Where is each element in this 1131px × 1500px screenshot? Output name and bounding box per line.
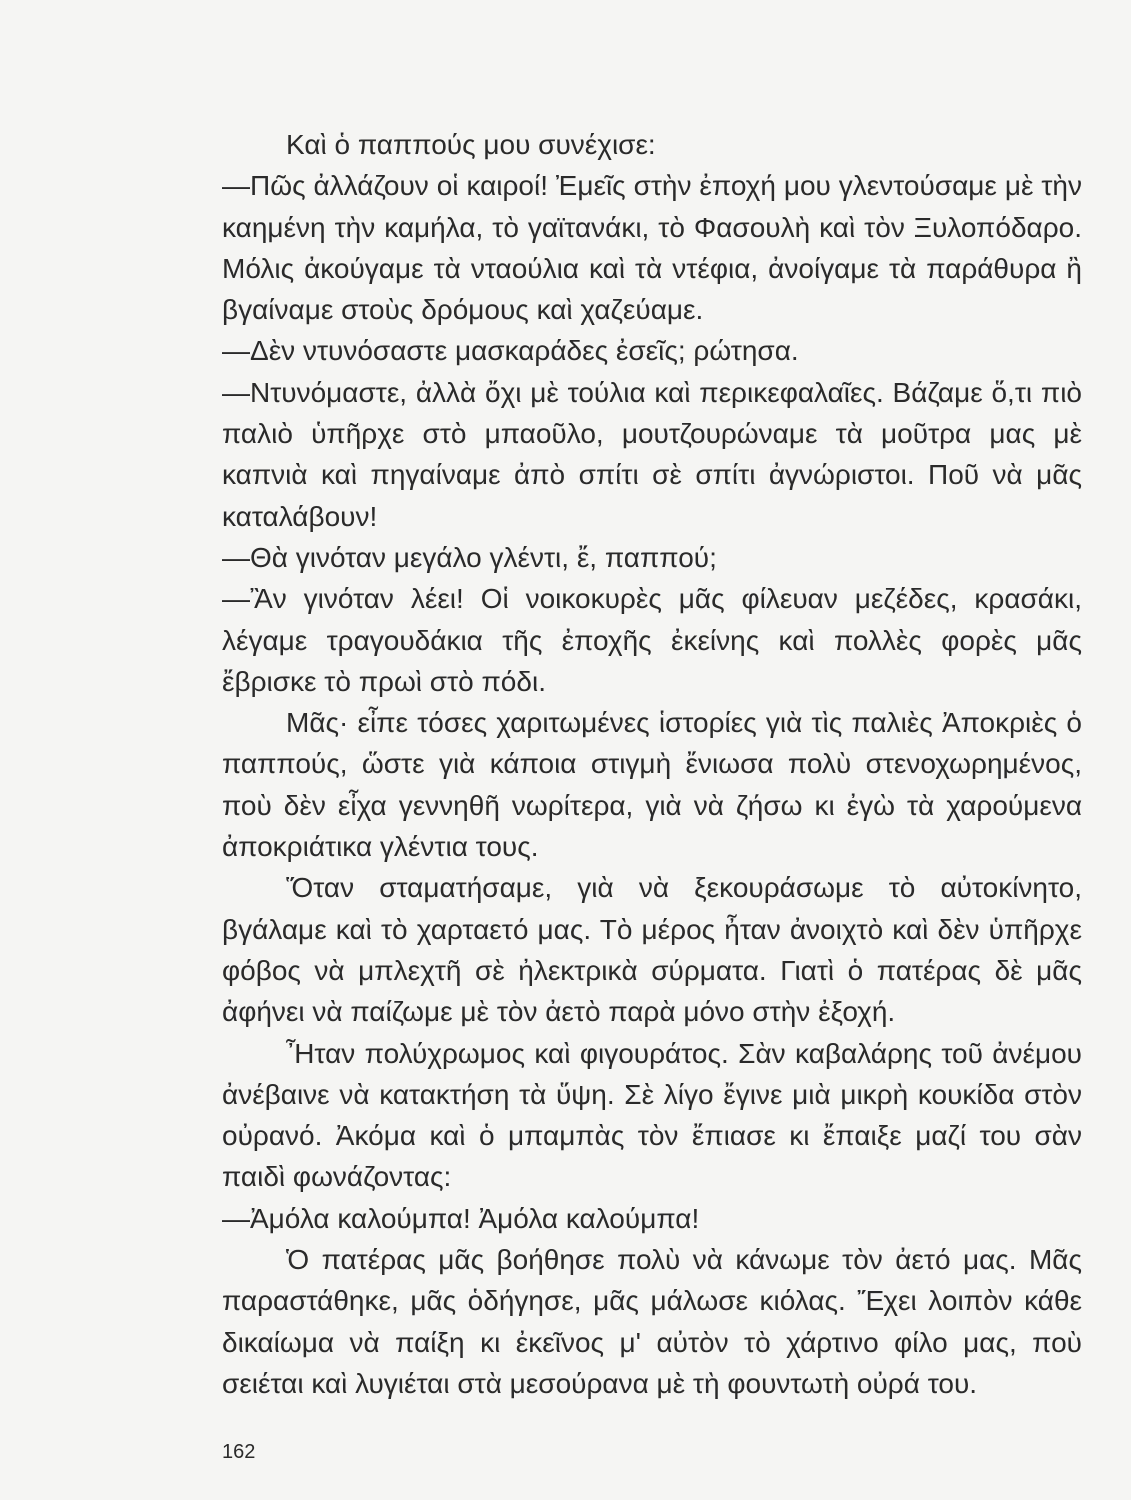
paragraph: —Πῶς ἀλλάζουν οἱ καιροί! Ἐμεῖς στὴν ἐποχή μου γλεντούσαμε μὲ τὴν καημένη τὴν καμήλα, τὸ γαϊτανάκι, τὸ Φασουλὴ καὶ τὸν Ξυλοπόδαρο. Μόλις ἀκούγαμε τὰ νταούλια καὶ τὰ ντέφια, ἀνοίγαμε τὰ παράθυρα ἢ βγαίναμε στοὺς δρόμους καὶ χαζεύαμε. (222, 170, 1082, 326)
body-text (222, 124, 1082, 1404)
page-number: 162 (222, 1441, 256, 1463)
paragraph: Ἦταν πολύχρωμος καὶ φιγουράτος. Σὰν καβαλάρης τοῦ ἀνέμου ἀνέβαινε νὰ κατακτήση τὰ ὕψη. Σὲ λίγο ἔγινε μιὰ μικρὴ κουκίδα στὸν οὐρανό. Ἀκόμα καὶ ὁ μπαμπὰς τὸν ἔπιασε κι ἔπαιξε μαζί του σὰν παιδὶ φωνάζοντας: (222, 1037, 1082, 1193)
paragraph: Ὅταν σταματήσαμε, γιὰ νὰ ξεκουράσωμε τὸ αὐτοκίνητο, βγάλαμε καὶ τὸ χαρταετό μας. Τὸ μέρος ἦταν ἀνοιχτὸ καὶ δὲν ὑπῆρχε φόβος νὰ μπλεχτῆ σὲ ἠλεκτρικὰ σύρματα. Γιατὶ ὁ πατέρας δὲ μᾶς ἀφήνει νὰ παίζωμε μὲ τὸν ἀετὸ παρὰ μόνο στὴν ἐξοχή. (222, 872, 1082, 1028)
paragraph: Μᾶς· εἶπε τόσες χαριτωμένες ἱστορίες γιὰ τὶς παλιὲς Ἀποκριὲς ὁ παππούς, ὥστε γιὰ κάποια στιγμὴ ἔνιωσα πολὺ στενοχωρημένος, ποὺ δὲν εἶχα γεννηθῆ νωρίτερα, γιὰ νὰ ζήσω κι ἐγὼ τὰ χαρούμενα ἀποκριάτικα γλέντια τους. (222, 707, 1082, 863)
paragraph: —Δὲν ντυνόσαστε μασκαράδες ἐσεῖς; ρώτησα. (222, 335, 799, 367)
paragraph: —Ἀμόλα καλούμπα! Ἀμόλα καλούμπα! (222, 1202, 700, 1234)
paragraph: Ὁ πατέρας μᾶς βοήθησε πολὺ νὰ κάνωμε τὸν ἀετό μας. Μᾶς παραστάθηκε, μᾶς ὁδήγησε, μᾶς μάλωσε κιόλας. Ἔχει λοιπὸν κάθε δικαίωμα νὰ παίξη κι ἐκεῖνος μ' αὐτὸν τὸ χάρτινο φίλο μας, ποὺ σειέται καὶ λυγιέται στὰ μεσούρανα μὲ τὴ φουντωτὴ οὐρά του. (222, 1244, 1082, 1399)
paragraph: —Θὰ γινόταν μεγάλο γλέντι, ἔ, παππού; (222, 541, 717, 573)
paragraph: —Ἂν γινόταν λέει! Οἱ νοικοκυρὲς μᾶς φίλευαν μεζέδες, κρασάκι, λέγαμε τραγουδάκια τῆς ἐποχῆς ἐκείνης καὶ πολλὲς φορὲς μᾶς ἔβρισκε τὸ πρωὶ στὸ πόδι. (222, 583, 1082, 697)
paragraph: Καὶ ὁ παππούς μου συνέχισε: (286, 129, 656, 160)
paragraph: —Ντυνόμαστε, ἀλλὰ ὄχι μὲ τούλια καὶ περικεφαλαῖες. Βάζαμε ὅ,τι πιὸ παλιὸ ὑπῆρχε στὸ μπαοῦλο, μουτζουρώναμε τὰ μοῦτρα μας μὲ καπνιὰ καὶ πηγαίναμε ἀπὸ σπίτι σὲ σπίτι ἀγνώριστοι. Ποῦ νὰ μᾶς καταλάβουν! (222, 376, 1082, 532)
